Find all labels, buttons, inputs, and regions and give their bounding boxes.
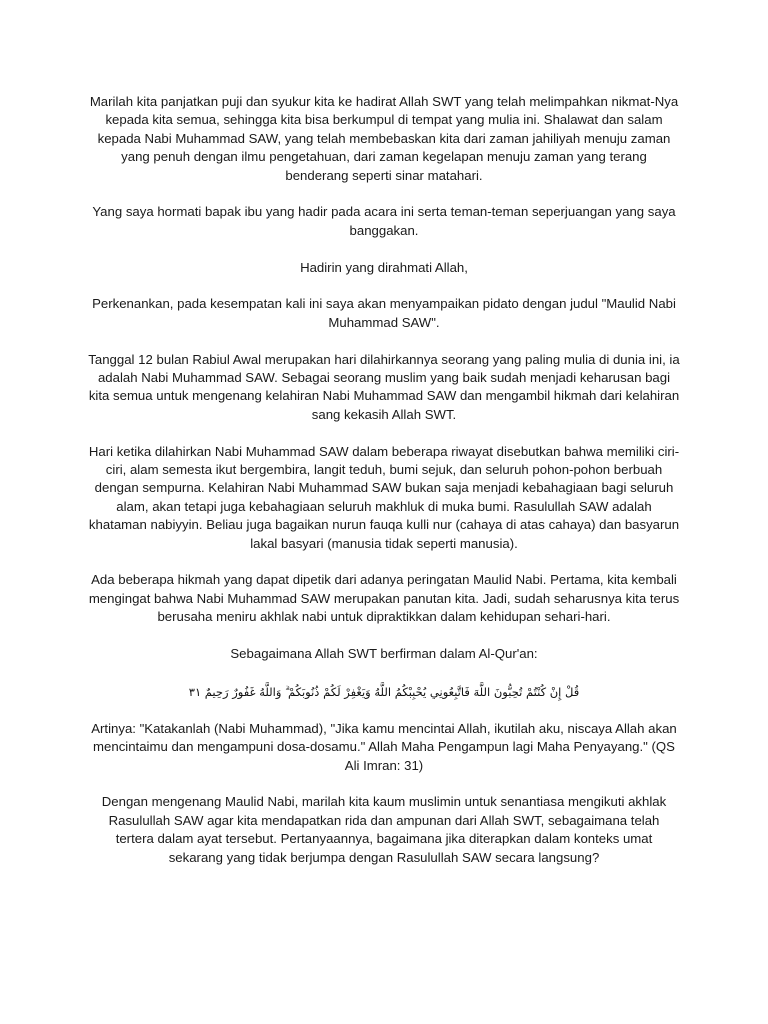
paragraph-birth-signs: Hari ketika dilahirkan Nabi Muhammad SAW dalam beberapa riwayat disebutkan bahwa memiliki ciri-ciri, alam semesta ikut bergembira, langit teduh, bumi sejuk, dan seluruh pohon-pohon berbuah dengan sempurna. Kelahiran Nabi Muhammad SAW bukan saja menjadi kebahagiaan bagi seluruh alam, akan tetapi juga kebahagiaan seluruh makhluk di muka bumi. Rasulullah SAW adalah khataman nabiyyin. Beliau juga bagaikan nurun fauqa kulli nur (cahaya di atas cahaya) dan basyarun lakal basyari (manusia tidak seperti manusia). xyxy=(88,443,680,551)
paragraph-translation: Artinya: "Katakanlah (Nabi Muhammad), "Jika kamu mencintai Allah, ikutilah aku, niscaya Allah akan mencintaimu dan mengampuni dosa-dosamu." Allah Maha Pengampun lagi Maha Penyayang." (QS Ali Imran: 31) xyxy=(91,720,677,773)
arabic-verse: قُلْ إِنْ كُنْتُمْ تُحِبُّونَ اللَّهَ فَاتَّبِعُونِي يُحْبِبْكُمُ اللَّهُ وَيَغْفِرْ لَكُمْ ذُنُوبَكُمْ ۗ وَاللَّهُ غَفُورٌ رَحِيمٌ ٣١ xyxy=(188,684,580,699)
paragraph-wisdom: Ada beberapa hikmah yang dapat dipetik dari adanya peringatan Maulid Nabi. Pertama, kita kembali mengingat bahwa Nabi Muhammad SAW merupakan panutan kita. Jadi, sudah seharusnya kita terus berusaha meniru akhlak nabi untuk dipraktikkan dalam kehidupan sehari-hari. xyxy=(88,572,680,625)
paragraph-quran-intro: Sebagaimana Allah SWT berfirman dalam Al-Qur'an: xyxy=(230,646,538,662)
document-body xyxy=(88,93,680,886)
paragraph-address: Hadirin yang dirahmati Allah, xyxy=(300,259,468,275)
paragraph-closing: Dengan mengenang Maulid Nabi, marilah kita kaum muslimin untuk senantiasa mengikuti akhlak Rasulullah SAW agar kita mendapatkan rida dan ampunan dari Allah SWT, sebagaimana telah tertera dalam ayat tersebut. Pertanyaannya, bagaimana jika diterapkan dalam konteks umat sekarang yang tidak berjumpa dengan Rasulullah SAW secara langsung? xyxy=(101,794,667,865)
paragraph-introduction: Perkenankan, pada kesempatan kali ini saya akan menyampaikan pidato dengan judul "Maulid Nabi Muhammad SAW". xyxy=(92,296,676,330)
paragraph-opening: Marilah kita panjatkan puji dan syukur kita ke hadirat Allah SWT yang telah melimpahkan nikmat-Nya kepada kita semua, sehingga kita bisa berkumpul di tempat yang mulia ini. Shalawat dan salam kepada Nabi Muhammad SAW, yang telah membebaskan kita dari zaman jahiliyah menuju zaman yang penuh dengan ilmu pengetahuan, dari zaman kegelapan menuju zaman yang terang benderang seperti sinar matahari. xyxy=(89,94,679,183)
paragraph-greeting: Yang saya hormati bapak ibu yang hadir pada acara ini serta teman-teman seperjuangan yang saya banggakan. xyxy=(92,204,676,238)
paragraph-birth-date: Tanggal 12 bulan Rabiul Awal merupakan hari dilahirkannya seorang yang paling mulia di dunia ini, ia adalah Nabi Muhammad SAW. Sebagai seorang muslim yang baik sudah menjadi keharusan bagi kita semua untuk mengenang kelahiran Nabi Muhammad SAW dan mengambil hikmah dari kelahiran sang kekasih Allah SWT. xyxy=(88,351,680,422)
